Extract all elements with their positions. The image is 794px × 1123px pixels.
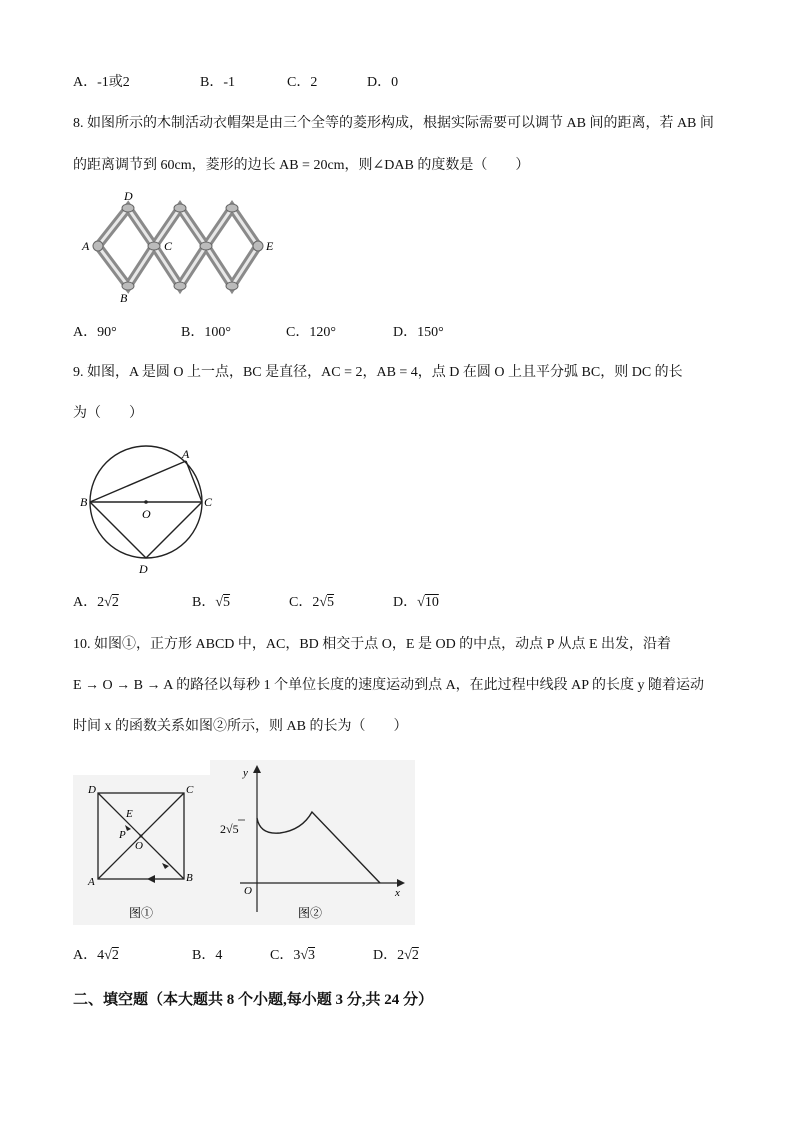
q9-option-b: B．√5	[192, 595, 231, 610]
q7-option-b: B．-1	[200, 75, 236, 90]
q10-stem-line3: 时间 x 的函数关系如图②所示，则 AB 的长为（ ）	[73, 719, 408, 734]
q8-stem-line1: 8. 如图所示的木制活动衣帽架是由三个全等的菱形构成，根据实际需要可以调节 AB 间的距离，若 AB 间	[73, 116, 714, 131]
q10-fig1-label-a: A	[88, 876, 95, 888]
q8-option-a: A．90°	[73, 325, 117, 340]
q10-fig1-label-c: C	[186, 784, 194, 796]
q10-stem-line2: E → O → B → A 的路径以每秒 1 个单位长度的速度运动到点 A，在此过程中线段 AP 的长度 y 随着运动	[73, 678, 705, 693]
q9-stem-line2: 为（ ）	[73, 406, 143, 421]
q8-label-a: A	[82, 239, 90, 253]
q9-circle-figure	[78, 440, 218, 575]
q8-label-e: E	[266, 239, 274, 253]
q10-stem-line1: 10. 如图①，正方形 ABCD 中，AC，BD 相交于点 O，E 是 OD 的中点，动点 P 从点 E 出发，沿着	[73, 637, 671, 652]
q9-label-o: O	[142, 507, 151, 521]
q8-hanger-figure	[80, 190, 280, 305]
q8-label-d: D	[124, 189, 133, 203]
q8-option-d: D．150°	[393, 325, 444, 340]
q10-fig2-label-o: O	[244, 885, 252, 897]
q10-fig1-label-p: P	[119, 829, 126, 841]
q9-option-c: C．2√5	[289, 595, 335, 610]
q10-fig2-caption: 图②	[298, 906, 323, 920]
q10-figure-2-graph	[210, 760, 415, 925]
q10-fig2-value-2sqrt5: 2√5	[220, 822, 239, 836]
q8-option-c: C．120°	[286, 325, 336, 340]
q8-stem-line2: 的距离调节到 60cm，菱形的边长 AB = 20cm，则∠DAB 的度数是（ ）	[73, 158, 530, 173]
q10-fig1-caption: 图①	[129, 906, 154, 920]
q9-label-d: D	[139, 562, 148, 576]
q10-fig2-label-x: x	[395, 887, 400, 899]
q10-fig1-label-e: E	[126, 808, 133, 820]
q7-option-a: A．-1或2	[73, 75, 130, 90]
q9-option-d: D．√10	[393, 595, 439, 610]
q10-option-a: A．4√2	[73, 948, 119, 963]
q9-label-b: B	[80, 495, 88, 509]
q8-option-b: B．100°	[181, 325, 231, 340]
q8-label-c: C	[164, 239, 173, 253]
q7-option-d: D．0	[367, 75, 399, 90]
q7-option-c: C．2	[287, 75, 318, 90]
q10-figure-1-square	[73, 775, 223, 925]
q8-label-b: B	[120, 291, 128, 305]
q9-label-a: A	[182, 447, 190, 461]
q10-option-d: D．2√2	[373, 948, 419, 963]
q10-fig1-label-b: B	[186, 872, 193, 884]
q10-fig1-label-d: D	[88, 784, 96, 796]
q10-option-c: C．3√3	[270, 948, 316, 963]
section-2-heading: 二、填空题（本大题共 8 个小题,每小题 3 分,共 24 分）	[73, 992, 434, 1008]
q10-option-b: B．4	[192, 948, 223, 963]
q10-fig1-label-o: O	[135, 840, 143, 852]
q10-fig2-label-y: y	[243, 767, 248, 779]
q9-label-c: C	[204, 495, 213, 509]
q9-stem-line1: 9. 如图，A 是圆 O 上一点，BC 是直径，AC = 2，AB = 4，点 D 在圆 O 上且平分弧 BC，则 DC 的长	[73, 365, 683, 380]
q9-option-a: A．2√2	[73, 595, 119, 610]
